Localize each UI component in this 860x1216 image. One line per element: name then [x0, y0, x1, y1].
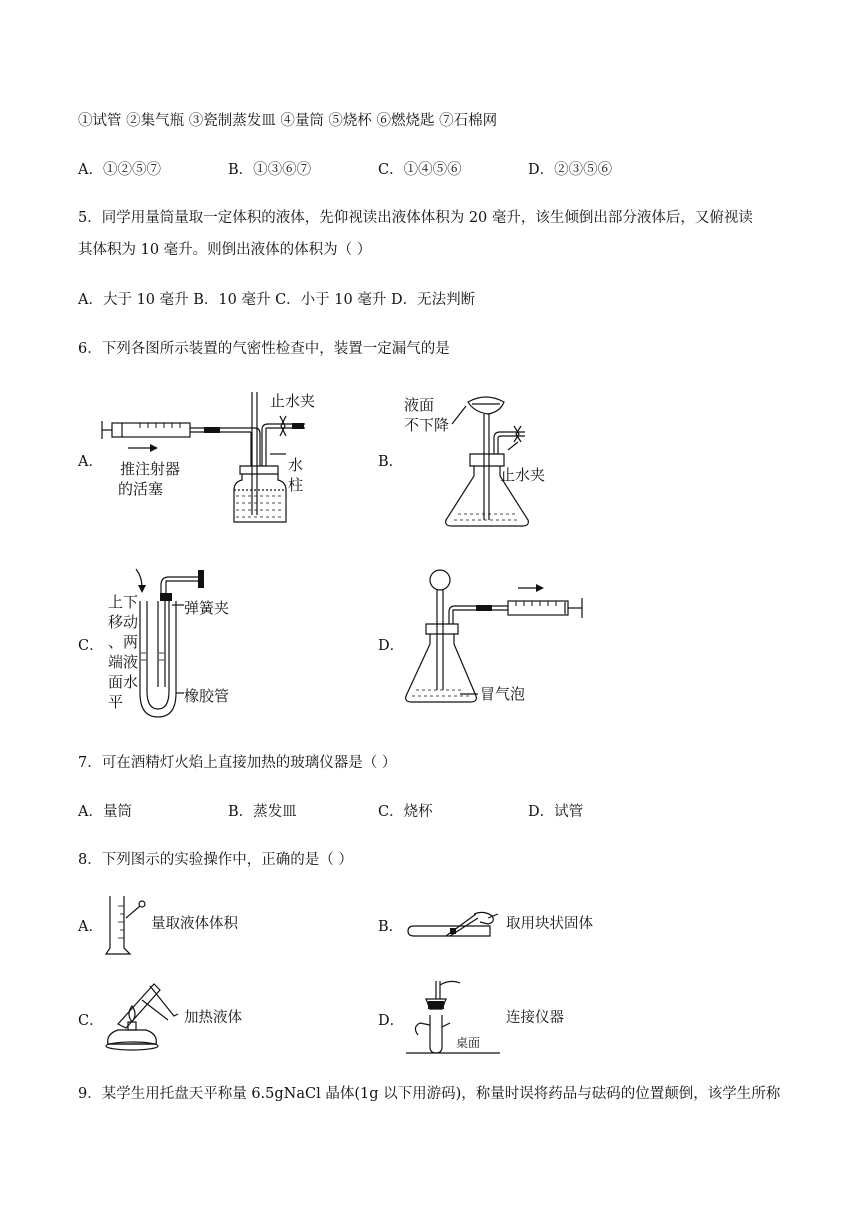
fig-a-column-label-2: 柱 — [288, 476, 304, 494]
fig-c-move-label-1: 上下 — [108, 593, 139, 611]
q5-stem-line2: 其体积为 10 毫升。则倒出液体的体积为（ ） — [78, 242, 372, 258]
q7-option-c: C．烧杯 — [378, 804, 433, 820]
q6-label-c: C． — [78, 638, 104, 654]
q6-label-d: D． — [378, 638, 405, 654]
fig-8d-desk-label: 桌面 — [456, 1036, 481, 1050]
q4-option-b: B．①③⑥⑦ — [228, 162, 312, 178]
figure-8d-connecting-apparatus — [404, 975, 504, 1061]
fig-c-move-label-6: 平 — [108, 693, 124, 711]
fig-a-push-label-1: 推注射器 — [120, 460, 181, 478]
fig-a-push-label-2: 的活塞 — [118, 480, 164, 498]
q4-option-a: A．①②⑤⑦ — [78, 162, 161, 178]
q7-option-d: D．试管 — [528, 804, 584, 820]
q8-caption-a: 量取液体体积 — [151, 916, 238, 932]
figure-c-u-tube — [100, 565, 260, 725]
figure-a-syringe-bottle — [100, 390, 330, 530]
q4-items: ①试管 ②集气瓶 ③瓷制蒸发皿 ④量筒 ⑤烧杯 ⑥燃烧匙 ⑦石棉网 — [78, 113, 498, 129]
q8-caption-c: 加热液体 — [184, 1010, 242, 1026]
q8-caption-d: 连接仪器 — [506, 1010, 564, 1026]
q5-stem-line1: 5．同学用量筒量取一定体积的液体，先仰视读出液体体积为 20 毫升，该生倾倒出部分液体后，又俯视读 — [78, 210, 753, 226]
figure-d-flask-syringe — [400, 568, 600, 712]
q8-caption-b: 取用块状固体 — [506, 916, 593, 932]
q7-stem: 7．可在酒精灯火焰上直接加热的玻璃仪器是（ ） — [78, 755, 397, 771]
fig-c-move-label-2: 移动 — [108, 613, 139, 631]
figure-8b-test-tube-tweezers — [404, 908, 504, 940]
q8-label-c: C． — [78, 1013, 104, 1029]
fig-d-bubble-label: 冒气泡 — [480, 685, 526, 703]
fig-c-move-label-5: 面水 — [108, 673, 139, 691]
q8-label-b: B． — [378, 919, 404, 935]
fig-c-spring-label: 弹簧夹 — [184, 599, 230, 617]
fig-a-clamp-label: 止水夹 — [270, 392, 316, 410]
figure-b-funnel-flask — [400, 392, 580, 532]
q7-option-b: B．蒸发皿 — [228, 804, 297, 820]
q6-label-a: A． — [78, 454, 103, 470]
q6-label-b: B． — [378, 454, 404, 470]
figure-8c-heating-alcohol-lamp — [102, 980, 182, 1056]
q9-stem-line1: 9．某学生用托盘天平称量 6.5gNaCl 晶体(1g 以下用游码)，称量时误将药品与砝码的位置颠倒，该学生所称 — [78, 1086, 781, 1102]
fig-b-clamp-label: 止水夹 — [500, 466, 546, 484]
q5-options: A．大于 10 毫升 B．10 毫升 C．小于 10 毫升 D．无法判断 — [78, 292, 476, 308]
q7-option-a: A．量筒 — [78, 804, 132, 820]
q4-option-d: D．②③⑤⑥ — [528, 162, 613, 178]
q8-label-a: A． — [78, 919, 103, 935]
q8-label-d: D． — [378, 1013, 405, 1029]
q4-option-c: C．①④⑤⑥ — [378, 162, 462, 178]
q8-stem: 8．下列图示的实验操作中，正确的是（ ） — [78, 852, 353, 868]
fig-c-tube-label: 橡胶管 — [184, 687, 230, 705]
fig-c-move-label-4: 端液 — [108, 653, 139, 671]
fig-b-level-label-1: 液面 — [404, 396, 435, 414]
fig-b-level-label-2: 不下降 — [404, 416, 450, 434]
figure-8a-graduated-cylinder — [104, 892, 152, 958]
q6-stem: 6．下列各图所示装置的气密性检查中，装置一定漏气的是 — [78, 341, 450, 357]
fig-c-move-label-3: 、两 — [108, 633, 139, 651]
fig-a-column-label-1: 水 — [288, 456, 304, 474]
